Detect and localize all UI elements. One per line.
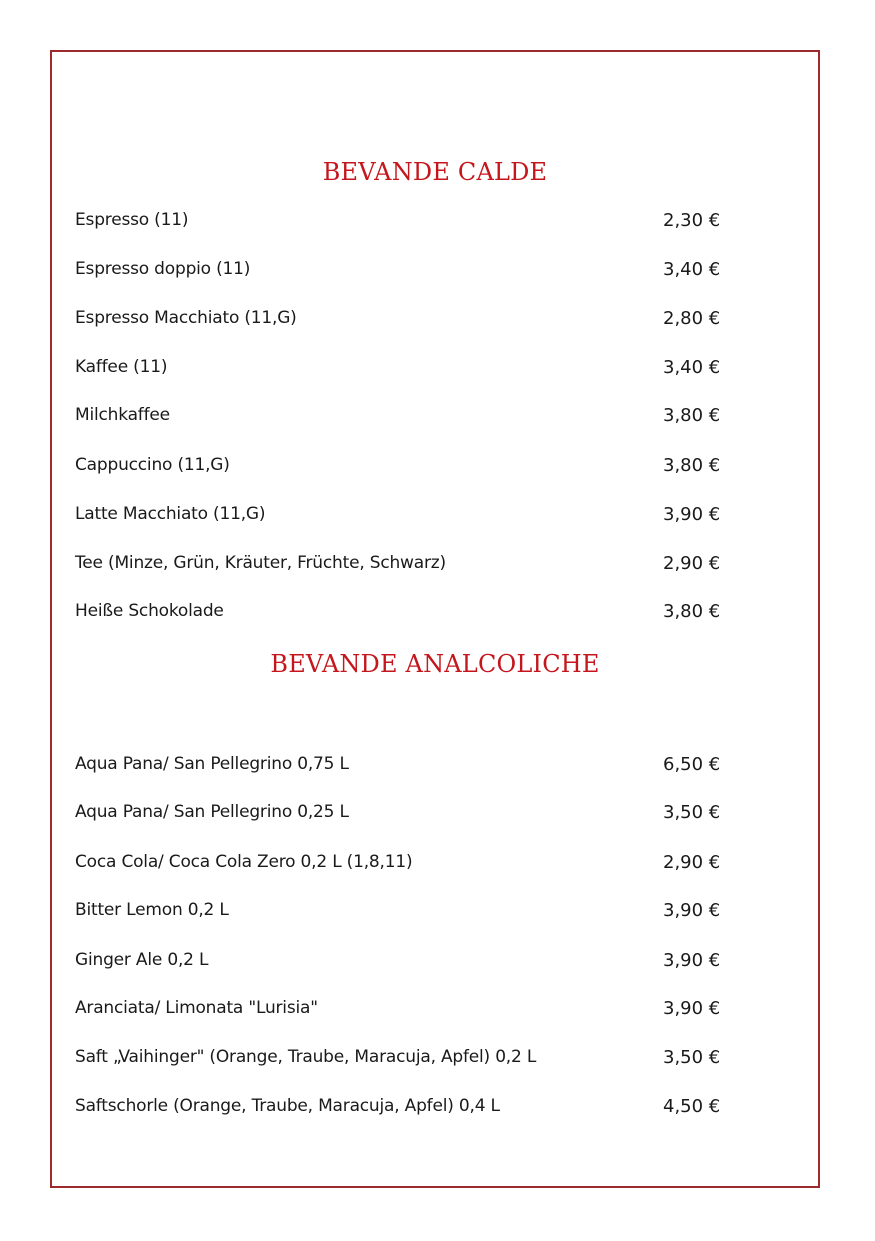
menu-item-bitter-lemon [75,900,735,928]
item-price: 2,30 € [663,210,721,231]
item-name: Espresso Macchiato (11,G) [75,308,297,328]
menu-item-tee [75,553,735,581]
item-price: 2,90 € [663,852,721,873]
section-title-bevande-analcoliche: BEVANDE ANALCOLICHE [270,650,600,678]
item-name: Aqua Pana/ San Pellegrino 0,25 L [75,802,349,822]
menu-item-latte-macchiato [75,504,735,532]
item-name: Espresso doppio (11) [75,259,251,279]
item-name: Aqua Pana/ San Pellegrino 0,75 L [75,754,349,774]
item-name: Coca Cola/ Coca Cola Zero 0,2 L (1,8,11) [75,852,413,872]
item-name: Aranciata/ Limonata "Lurisia" [75,998,318,1018]
item-name: Espresso (11) [75,210,189,230]
item-price: 3,50 € [663,802,721,823]
menu-item-espresso-doppio [75,259,735,287]
menu-item-kaffee [75,357,735,385]
item-price: 3,50 € [663,1047,721,1068]
item-price: 3,80 € [663,455,721,476]
item-name: Cappuccino (11,G) [75,455,230,475]
item-name: Saft „Vaihinger" (Orange, Traube, Maracuja, Apfel) 0,2 L [75,1047,537,1067]
item-name: Tee (Minze, Grün, Kräuter, Früchte, Schwarz) [75,553,446,573]
menu-item-saftschorle [75,1096,735,1124]
menu-item-saft [75,1047,735,1075]
menu-item-aqua-pana-025 [75,802,735,830]
menu-item-milchkaffee [75,405,735,433]
item-price: 2,90 € [663,553,721,574]
item-price: 4,50 € [663,1096,721,1117]
menu-item-cappuccino [75,455,735,483]
menu-item-espresso [75,210,735,238]
menu-item-coca-cola [75,852,735,880]
item-name: Ginger Ale 0,2 L [75,950,209,970]
item-name: Latte Macchiato (11,G) [75,504,266,524]
item-price: 2,80 € [663,308,721,329]
item-price: 3,90 € [663,998,721,1019]
menu-item-aranciata [75,998,735,1026]
menu-item-aqua-pana-075 [75,754,735,782]
menu-item-ginger-ale [75,950,735,978]
item-price: 3,90 € [663,900,721,921]
item-price: 3,40 € [663,259,721,280]
menu-item-espresso-macchiato [75,308,735,336]
section-title-bevande-calde: BEVANDE CALDE [322,158,548,186]
item-price: 3,90 € [663,950,721,971]
item-name: Heiße Schokolade [75,601,224,621]
menu-item-heisse-schokolade [75,601,735,629]
item-price: 3,80 € [663,405,721,426]
item-price: 3,90 € [663,504,721,525]
item-price: 6,50 € [663,754,721,775]
item-name: Milchkaffee [75,405,170,425]
item-price: 3,80 € [663,601,721,622]
item-name: Saftschorle (Orange, Traube, Maracuja, Apfel) 0,4 L [75,1096,500,1116]
item-name: Kaffee (11) [75,357,168,377]
item-price: 3,40 € [663,357,721,378]
item-name: Bitter Lemon 0,2 L [75,900,229,920]
